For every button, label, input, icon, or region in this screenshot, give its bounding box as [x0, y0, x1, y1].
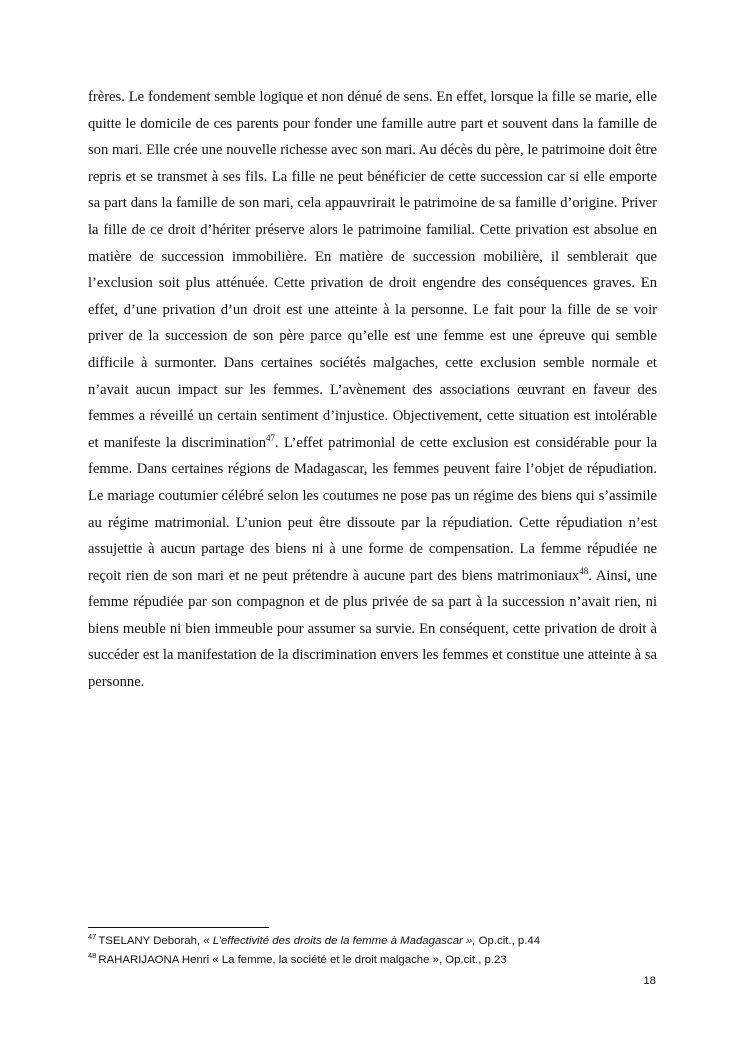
footnote-48	[88, 951, 657, 970]
footnote-number: 48	[88, 951, 97, 960]
footnote-suffix: Op.cit., p.44	[475, 935, 541, 947]
footnote-text: RAHARIJAONA Henri « La femme, la société et le droit malgache », Op.cit., p.23	[98, 954, 507, 966]
body-text-part-3: . Ainsi, une femme répudiée par son compagnon et de plus privée de sa part à la succession n’avait rien, ni biens meuble ni bien immeuble pour assumer sa survie. En conséquent, cette privation de droit à succéder est la manifestation de la discrimination envers les femmes et constitue une atteinte à sa personne.	[88, 567, 657, 691]
page-number: 18	[643, 975, 656, 987]
footnote-ref-48[interactable]: 48	[579, 565, 589, 576]
footnote-47	[88, 932, 657, 951]
body-paragraph	[88, 84, 657, 696]
footnote-title: L’effectivité des droits de la femme à Madagascar »,	[212, 935, 476, 947]
footnote-separator	[88, 927, 269, 928]
footnotes	[88, 932, 657, 970]
footnote-ref-47[interactable]: 47	[266, 432, 275, 443]
footnote-prefix: TSELANY Deborah, «	[98, 935, 213, 947]
body-text-part-2: . L’effet patrimonial de cette exclusion est considérable pour la femme. Dans certaines régions de Madagascar, les femmes peuvent faire l’objet de répudiation. Le mariage coutumier célébré selon les coutumes ne pose pas un régime des biens qui s’assimile au régime matrimonial. L’union peut être dissoute par la répudiation. Cette répudiation n’est assujettie à aucun partage des biens ni à une forme de compensation. La femme répudiée ne reçoit rien de son mari et ne peut prétendre à aucune part des biens matrimoniaux	[88, 434, 657, 584]
footnote-number: 47	[88, 932, 97, 941]
body-text-part-1: frères. Le fondement semble logique et non dénué de sens. En effet, lorsque la fille se marie, elle quitte le domicile de ces parents pour fonder une famille autre part et souvent dans la famille de son mari. Elle crée une nouvelle richesse avec son mari. Au décès du père, le patrimoine doit être repris et se transmet à ses fils. La fille ne peut bénéficier de cette succession car si elle emporte sa part dans la famille de son mari, cela appauvrirait le patrimoine de sa famille d’origine. Priver la fille de ce droit d’hériter préserve alors le patrimoine familial. Cette privation est absolue en matière de succession immobilière. En matière de succession mobilière, il semblerait que l’exclusion soit plus atténuée. Cette privation de droit engendre des conséquences graves. En effet, d’une privation d’un droit est une atteinte à la personne. Le fait pour la fille de se voir priver de la succession de son père parce qu’elle est une femme est une épreuve qui semble difficile à surmonter. Dans certaines sociétés malgaches, cette exclusion semble normale et n’avait aucun impact sur les femmes. L’avènement des associations œuvrant en faveur des femmes a réveillé un certain sentiment d’injustice. Objectivement, cette situation est intolérable et manifeste la discrimination	[88, 89, 657, 451]
